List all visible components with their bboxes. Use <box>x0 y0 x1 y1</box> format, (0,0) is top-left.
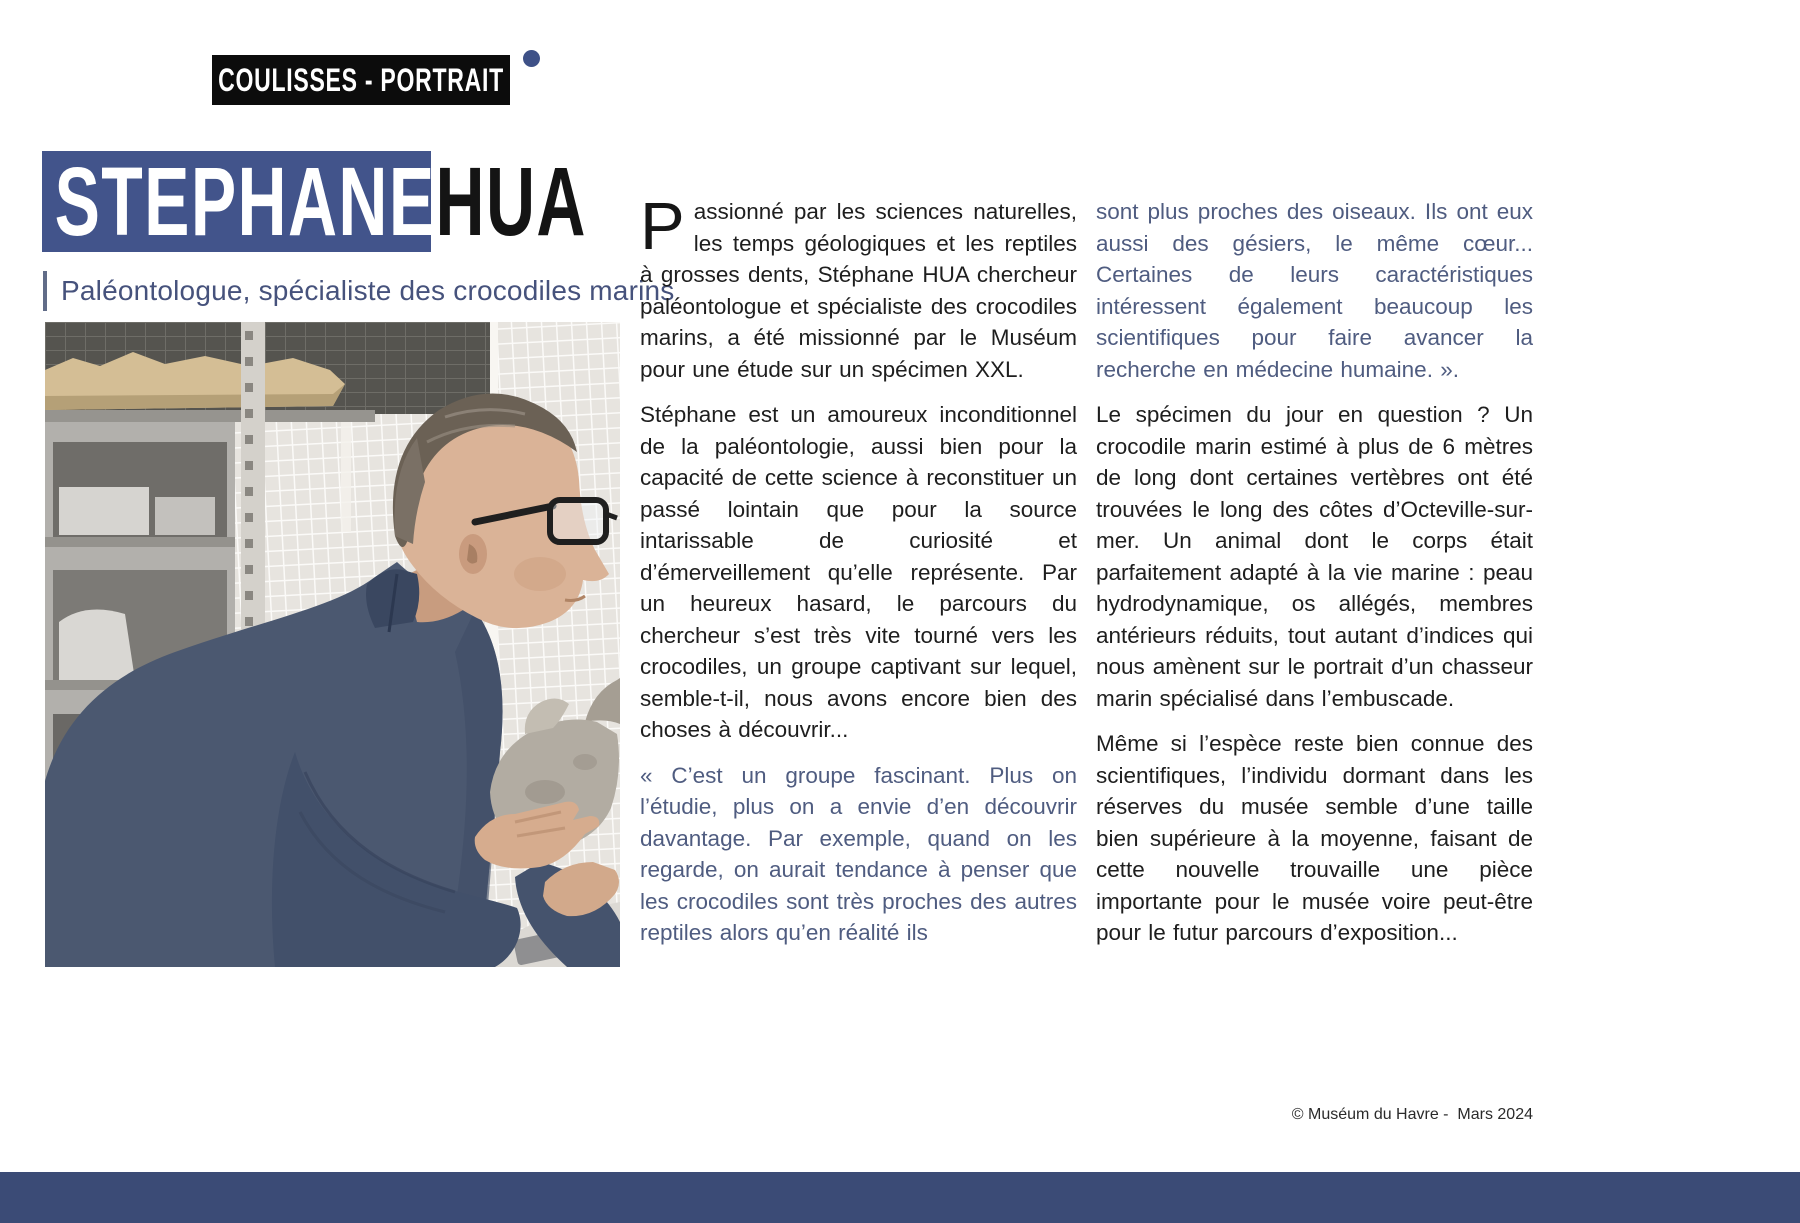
quote-paragraph: sont plus proches des oiseaux. Ils ont eux aussi des gésiers, le même cœur... Certaines de leurs caractéristiques intéressent également beaucoup les scientifiques pour faire avancer la recherche en médecine humaine. ». <box>1096 199 1533 382</box>
quote-paragraph: « C’est un groupe fascinant. Plus on l’étudie, plus on a envie d’en découvrir davantage. Par exemple, quand on les regarde, on aurait tendance à penser que les crocodiles sont très proches des autres reptiles alors qu’en réalité ils <box>640 762 1077 945</box>
subtitle-bar <box>43 271 47 311</box>
body-paragraph: Le spécimen du jour en question ? Un crocodile marin estimé à plus de 6 mètres de long dont certaines vertèbres ont été trouvées le long des côtes d’Octeville-sur-mer. Un animal dont le corps était parfaitement adapté à la vie marine : peau hydrodynamique, os allégés, membres antérieurs réduits, tout autant d’indices qui nous amènent sur le portrait d’un chasseur marin spécialisé dans l’embuscade. <box>1096 402 1533 711</box>
title-first-name: STEPHANE <box>54 147 436 256</box>
section-badge <box>202 55 520 105</box>
bullet-dot-icon <box>523 50 540 67</box>
drop-cap: P <box>640 189 685 264</box>
section-badge-label: [ COULISSES - PORTRAIT ] <box>202 61 520 98</box>
body-paragraph: Passionné par les sciences naturelles, les temps géologiques et les reptiles à grosses dents, Stéphane HUA chercheur paléontologue et spécialiste des crocodiles marins, a été missionné par le Muséum pour une étude sur un spécimen XXL. <box>640 189 1077 382</box>
subtitle-text: Paléontologue, spécialiste des crocodiles marins <box>61 275 675 306</box>
footer-bar <box>0 1172 1800 1223</box>
title-last-name: HUA <box>435 147 587 256</box>
portrait-photo-illustration <box>45 322 620 967</box>
body-paragraph: Même si l’espèce reste bien connue des scientifiques, l’individu dormant dans les réserves du musée semble d’une taille bien supérieure à la moyenne, faisant de cette nouvelle trouvaille une pièce importante pour le musée voire peut-être pour le futur parcours d’exposition... <box>1096 731 1533 945</box>
article-column-1 <box>640 189 1077 963</box>
article-column-2 <box>1096 196 1533 963</box>
credit-line: © Muséum du Havre - Mars 2024 <box>1291 1106 1533 1123</box>
body-paragraph: Stéphane est un amoureux inconditionnel de la paléontologie, aussi bien pour la capacité de cette science à reconstituer un passé lointain que pour la source intarissable de curiosité et d’émerveillement qu’elle représente. Par un heureux hasard, le parcours du chercheur s’est très vite tourné vers les crocodiles, un groupe captivant sur lequel, semble-t-il, nous avons encore bien des choses à découvrir... <box>640 402 1077 742</box>
portrait-photo <box>45 322 620 967</box>
title-text <box>42 147 587 256</box>
subtitle <box>43 271 675 311</box>
